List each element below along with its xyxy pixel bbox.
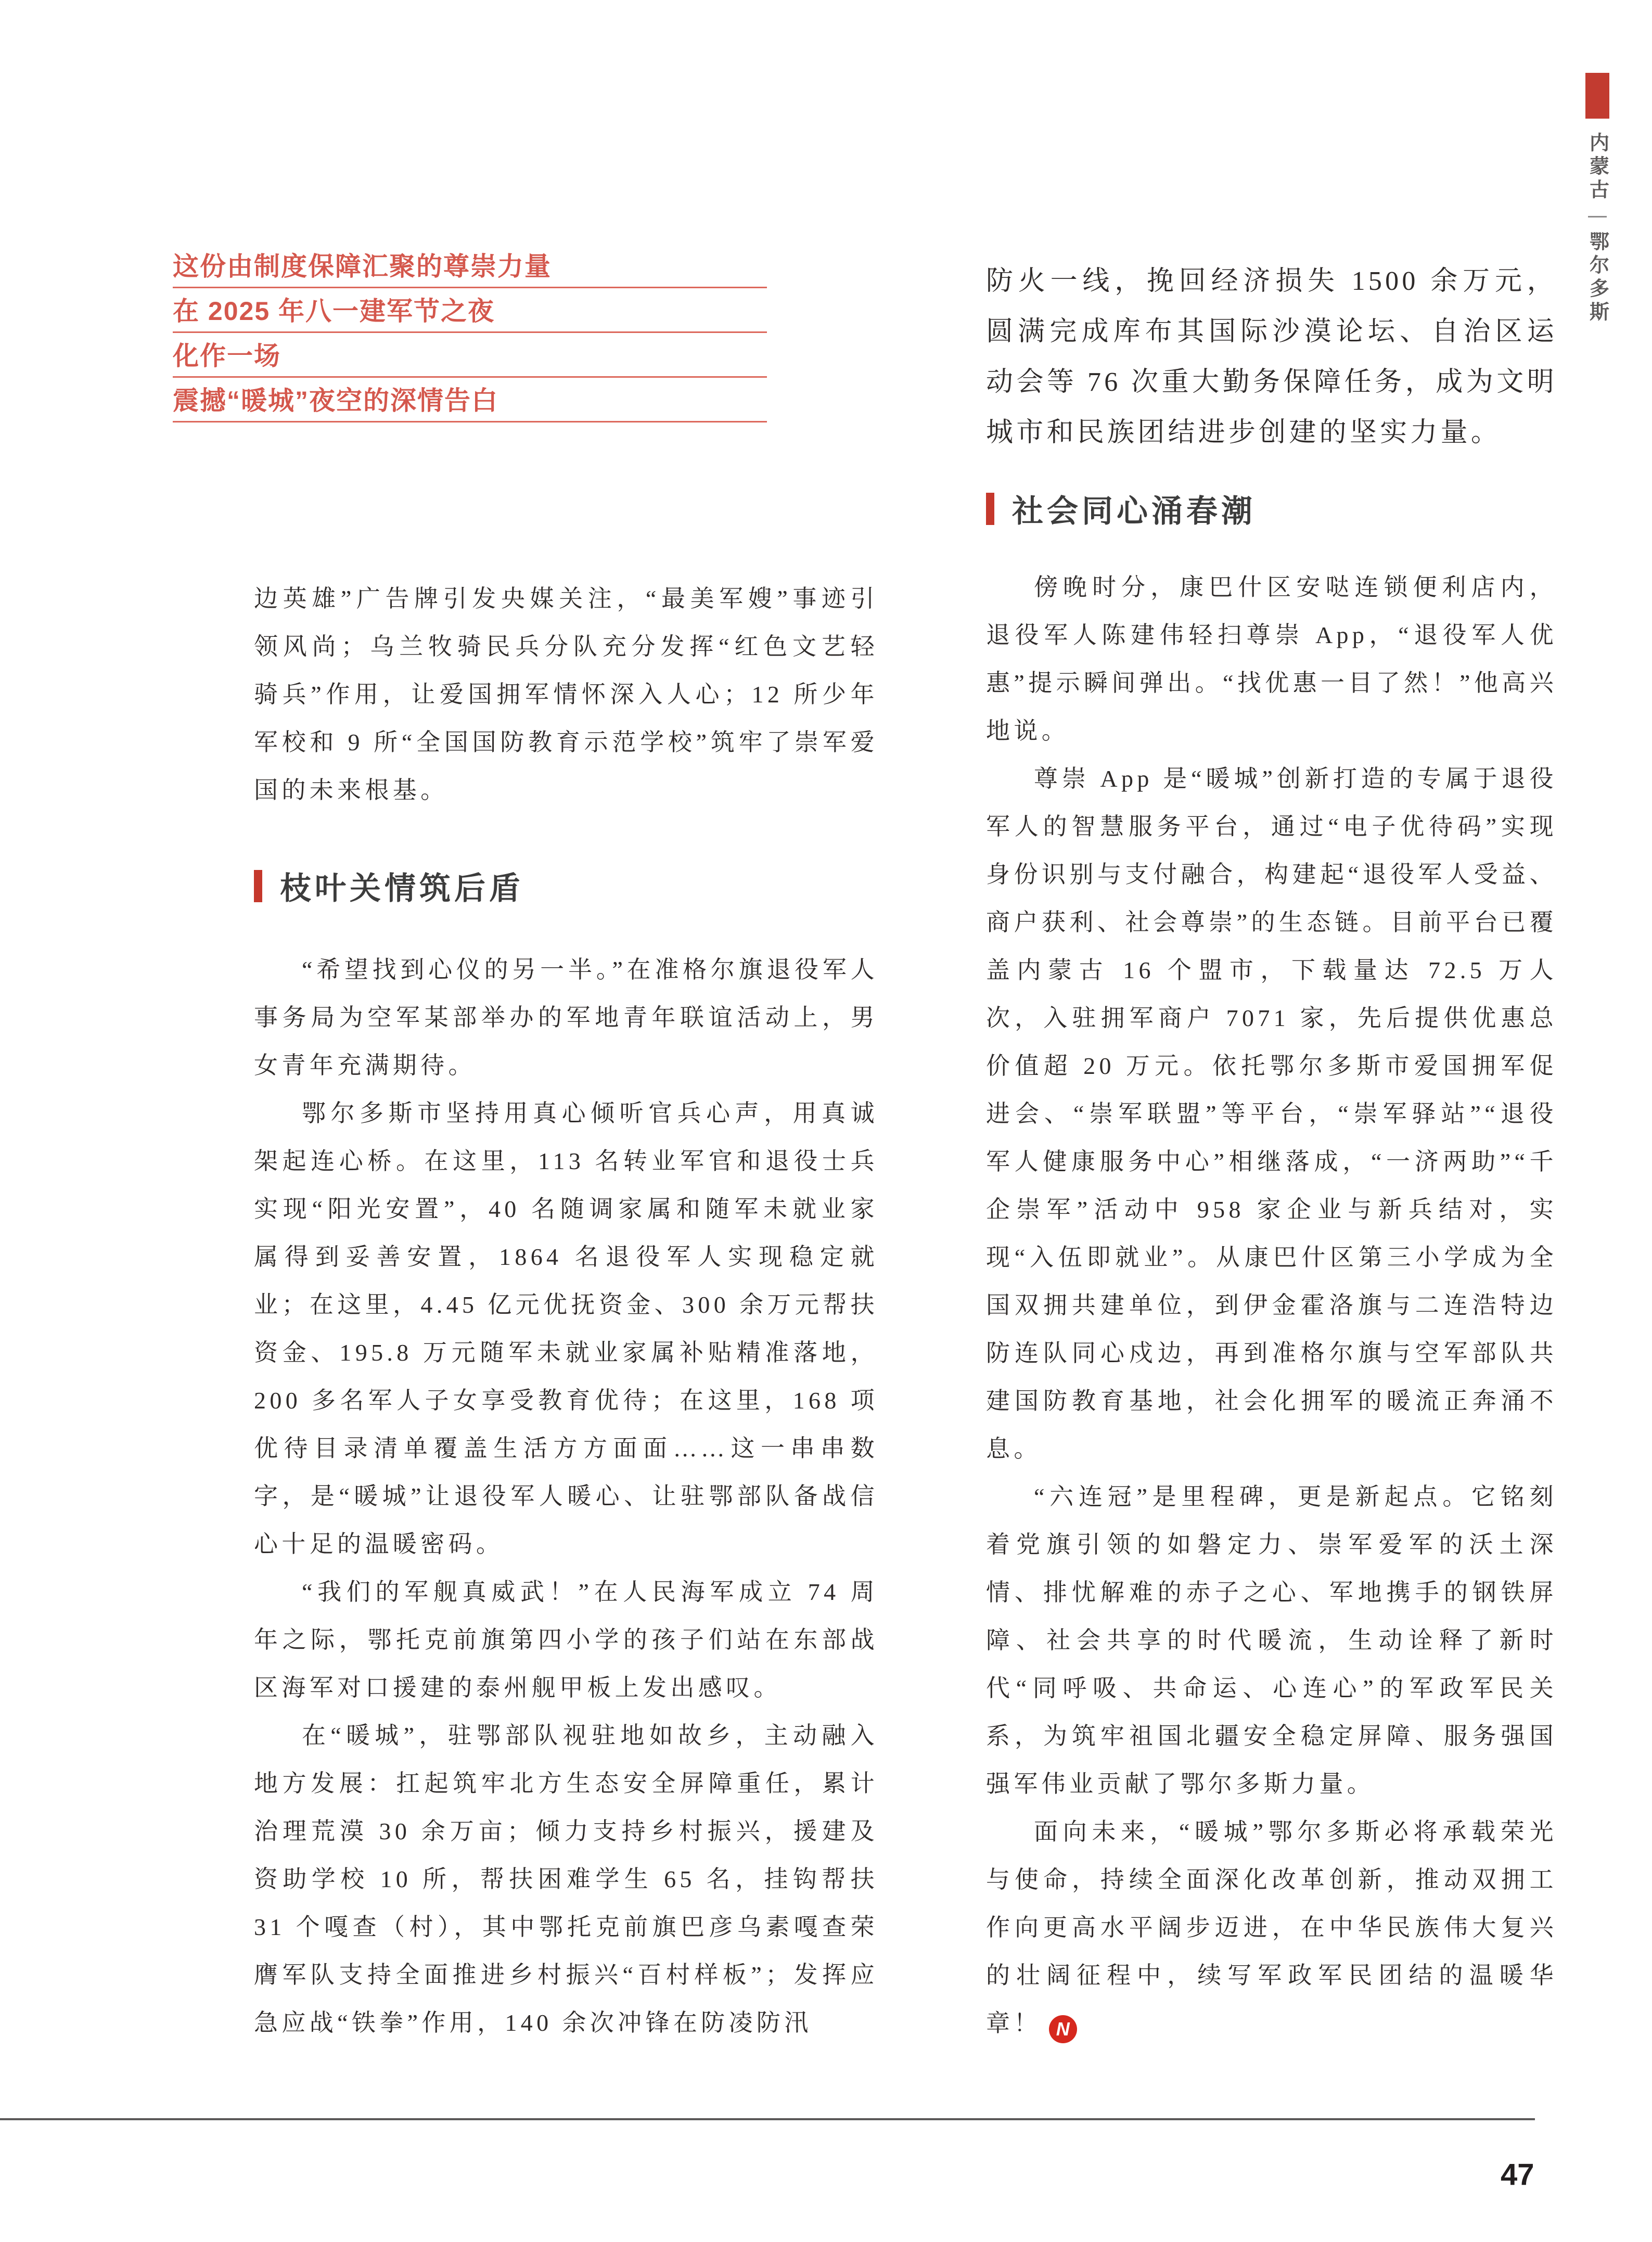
headline-block: [173, 244, 767, 422]
red-corner-mark: [1585, 73, 1609, 119]
article-paragraph-lede: 防火一线，挽回经济损失 1500 余万元，圆满完成库布其国际沙漠论坛、自治区运动会等 76 次重大勤务保障任务，成为文明城市和民族团结进步创建的坚实力量。: [986, 266, 1557, 447]
article-column-right: [986, 486, 1557, 2047]
headline-line: [173, 244, 767, 288]
article-paragraph: “六连冠”是里程碑，更是新起点。它铭刻着党旗引领的如磐定力、崇军爱军的沃土深情、排忧解难的赤子之心、军地携手的钢铁屏障、社会共享的时代暖流，生动诠释了新时代“同呼吸、共命运、心连心”的军政军民关系，为筑牢祖国北疆安全稳定屏障、服务强国强军伟业贡献了鄂尔多斯力量。: [986, 1483, 1557, 1797]
article-paragraph: 傍晚时分，康巴什区安哒连锁便利店内，退役军人陈建伟轻扫尊崇 App，“退役军人优惠”提示瞬间弹出。“找优惠一目了然！”他高兴地说。: [986, 574, 1557, 744]
section-heading-bar: [254, 870, 262, 902]
section-heading: [986, 486, 1557, 531]
section-heading-bar: [986, 493, 994, 525]
region-divider: [1588, 216, 1607, 217]
article-paragraph: [986, 1808, 1557, 2047]
section-heading-text: 枝叶关情筑后盾: [280, 871, 524, 906]
article-paragraph: “希望找到心仪的另一半。”在准格尔旗退役军人事务局为空军某部举办的军地青年联谊活动上，男女青年充满期待。: [254, 956, 878, 1079]
section-heading-text: 社会同心涌春潮: [1012, 494, 1256, 529]
footer-rule: [0, 2118, 1535, 2120]
headline-text: 这份由制度保障汇聚的尊崇力量: [173, 252, 552, 281]
article-paragraph-text: 面向未来，“暖城”鄂尔多斯必将承载荣光与使命，持续全面深化改革创新，推动双拥工作向更高水平阔步迈进，在中华民族伟大复兴的壮阔征程中，续写军政军民团结的温暖华章！: [986, 1818, 1557, 2036]
article-paragraph: 在“暖城”，驻鄂部队视驻地如故乡，主动融入地方发展：扛起筑牢北方生态安全屏障重任，累计治理荒漠 30 余万亩；倾力支持乡村振兴，援建及资助学校 10 所，帮扶困难学生 65 名，挂钩帮扶 31 个嘎查（村），其中鄂托克前旗巴彦乌素嘎查荣膺军队支持全面推进乡村振兴“百村样板”；发挥应急应战“铁拳”作用，140 余次冲锋在防凌防汛: [254, 1722, 878, 2036]
article-paragraph: 鄂尔多斯市坚持用真心倾听官兵心声，用真诚架起连心桥。在这里，113 名转业军官和退役士兵实现“阳光安置”，40 名随调家属和随军未就业家属得到妥善安置，1864 名退役军人实现稳定就业；在这里，4.45 亿元优抚资金、300 余万元帮扶资金、195.8 万元随军未就业家属补贴精准落地，200 多名军人子女享受教育优待；在这里，168 项优待目录清单覆盖生活方方面面……这一串串数字，是“暖城”让退役军人暖心、让驻鄂部队备战信心十足的温暖密码。: [254, 1100, 878, 1557]
headline-text: 化作一场: [173, 341, 281, 370]
magazine-end-mark-icon: N: [1049, 2015, 1077, 2043]
headline-line: [173, 288, 767, 333]
headline-text: 在 2025 年八一建军节之夜: [173, 297, 495, 326]
article-paragraph: 尊崇 App 是“暖城”创新打造的专属于退役军人的智慧服务平台，通过“电子优待码”实现身份识别与支付融合，构建起“退役军人受益、商户获利、社会尊崇”的生态链。目前平台已覆盖内蒙古 16 个盟市，下载量达 72.5 万人次，入驻拥军商户 7071 家，先后提供优惠总价值超 20 万元。依托鄂尔多斯市爱国拥军促进会、“崇军联盟”等平台，“崇军驿站”“退役军人健康服务中心”相继落成，“一济两助”“千企崇军”活动中 958 家企业与新兵结对，实现“入伍即就业”。从康巴什区第三小学成为全国双拥共建单位，到伊金霍洛旗与二连浩特边防连队同心戍边，再到准格尔旗与空军部队共建国防教育基地，社会化拥军的暖流正奔涌不息。: [986, 765, 1557, 1462]
headline-line: [173, 378, 767, 422]
headline-line: [173, 333, 767, 378]
region-city-label: 鄂尔多斯: [1586, 231, 1608, 325]
article-column-left: [254, 575, 878, 2047]
headline-text: 震撼“暖城”夜空的深情告白: [173, 386, 498, 415]
section-heading: [254, 864, 878, 908]
region-province-label: 内蒙古: [1586, 132, 1608, 202]
article-paragraph: 边英雄”广告牌引发央媒关注，“最美军嫂”事迹引领风尚；乌兰牧骑民兵分队充分发挥“红色文艺轻骑兵”作用，让爱国拥军情怀深入人心；12 所少年军校和 9 所“全国国防教育示范学校”筑牢了崇军爱国的未来根基。: [254, 585, 878, 803]
region-tab: [1584, 73, 1611, 325]
article-paragraph: “我们的军舰真威武！”在人民海军成立 74 周年之际，鄂托克前旗第四小学的孩子们站在东部战区海军对口援建的泰州舰甲板上发出感叹。: [254, 1579, 878, 1701]
page-number: 47: [1501, 2158, 1534, 2192]
